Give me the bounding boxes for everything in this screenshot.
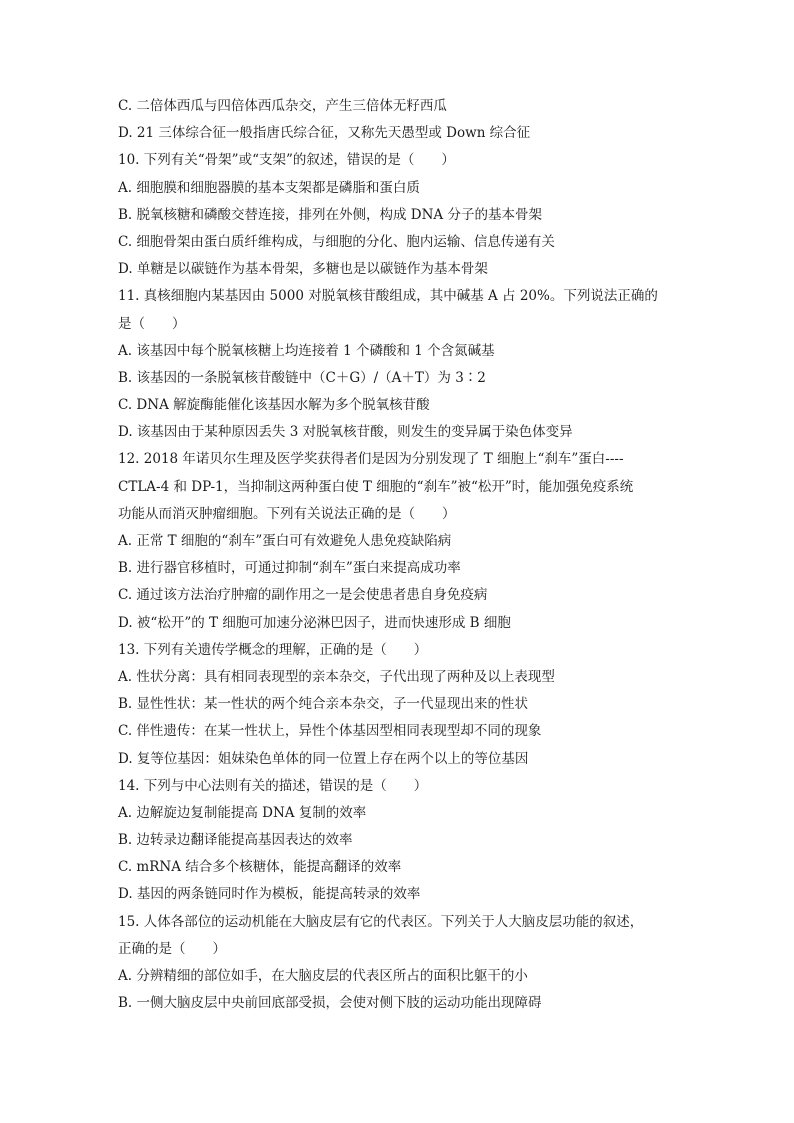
- option-13b: B. 显性性状：某一性状的两个纯合亲本杂交，子一代显现出来的性状: [118, 696, 529, 713]
- option-9d: D. 21 三体综合征一般指唐氏综合征，又称先天愚型或 Down 综合征: [118, 125, 531, 142]
- option-13d: D. 复等位基因：姐妹染色单体的同一位置上存在两个以上的等位基因: [118, 750, 529, 767]
- option-11b: B. 该基因的一条脱氧核苷酸链中（C＋G）/（A＋T）为 3∶2: [118, 369, 486, 386]
- option-11c: C. DNA 解旋酶能催化该基因水解为多个脱氧核苷酸: [118, 397, 430, 414]
- option-14b: B. 边转录边翻译能提高基因表达的效率: [118, 832, 353, 849]
- option-12d: D. 被“松开”的 T 细胞可加速分泌淋巴因子，进而快速形成 B 细胞: [118, 614, 511, 631]
- option-15b: B. 一侧大脑皮层中央前回底部受损，会使对侧下肢的运动功能出现障碍: [118, 995, 542, 1012]
- option-11d: D. 该基因由于某种原因丢失 3 对脱氧核苷酸，则发生的变异属于染色体变异: [118, 424, 573, 441]
- option-9c: C. 二倍体西瓜与四倍体西瓜杂交，产生三倍体无籽西瓜: [118, 98, 447, 114]
- question-13-stem: 13. 下列有关遗传学概念的理解，正确的是（ ）: [118, 641, 428, 658]
- option-11a: A. 该基因中每个脱氧核糖上均连接着 1 个磷酸和 1 个含氮碱基: [118, 342, 495, 359]
- question-15-stem: 15. 人体各部位的运动机能在大脑皮层有它的代表区。下列关于人大脑皮层功能的叙述，: [118, 913, 644, 930]
- question-11-stem: 11. 真核细胞内某基因由 5000 对脱氧核苷酸组成，其中碱基 A 占 20%。下列说法正确的: [118, 288, 658, 305]
- option-10d: D. 单糖是以碳链作为基本骨架，多糖也是以碳链作为基本骨架: [118, 261, 488, 278]
- option-12b: B. 进行器官移植时，可通过抑制“刹车”蛋白来提高成功率: [118, 560, 461, 577]
- question-text-block: [118, 93, 678, 1017]
- option-12a: A. 正常 T 细胞的“刹车”蛋白可有效避免人患免疫缺陷病: [118, 533, 452, 549]
- question-12-stem-cont: CTLA-4 和 DP-1，当抑制这两种蛋白使 T 细胞的“刹车”被“松开”时，能加强免疫系统: [118, 478, 634, 495]
- option-13a: A. 性状分离：具有相同表现型的亲本杂交，子代出现了两种及以上表现型: [118, 668, 555, 685]
- option-14a: A. 边解旋边复制能提高 DNA 复制的效率: [118, 804, 367, 821]
- option-10a: A. 细胞膜和细胞器膜的基本支架都是磷脂和蛋白质: [118, 179, 420, 196]
- question-12-stem: 12. 2018 年诺贝尔生理及医学奖获得者们是因为分别发现了 T 细胞上“刹车”蛋白----: [118, 451, 624, 468]
- question-10-stem: 10. 下列有关“骨架”或“支架”的叙述，错误的是（ ）: [118, 152, 455, 169]
- option-14c: C. mRNA 结合多个核糖体，能提高翻译的效率: [118, 859, 402, 876]
- option-10b: B. 脱氧核糖和磷酸交替连接，排列在外侧，构成 DNA 分子的基本骨架: [118, 206, 542, 223]
- option-13c: C. 伴性遗传：在某一性状上，异性个体基因型相同表现型却不同的现象: [118, 723, 542, 740]
- option-15a: A. 分辨精细的部位如手，在大脑皮层的代表区所占的面积比躯干的小: [118, 968, 528, 984]
- option-10c: C. 细胞骨架由蛋白质纤维构成，与细胞的分化、胞内运输、信息传递有关: [118, 233, 555, 250]
- question-11-stem-cont: 是（ ）: [118, 315, 186, 332]
- question-12-stem-cont2: 功能从而消灭肿瘤细胞。下列有关说法正确的是（ ）: [118, 505, 456, 522]
- option-12c: C. 通过该方法治疗肿瘤的副作用之一是会使患者患自身免疫病: [118, 587, 488, 604]
- question-15-stem-cont: 正确的是（ ）: [118, 940, 226, 957]
- question-14-stem: 14. 下列与中心法则有关的描述，错误的是（ ）: [118, 777, 428, 794]
- option-14d: D. 基因的两条链同时作为模板，能提高转录的效率: [118, 886, 421, 903]
